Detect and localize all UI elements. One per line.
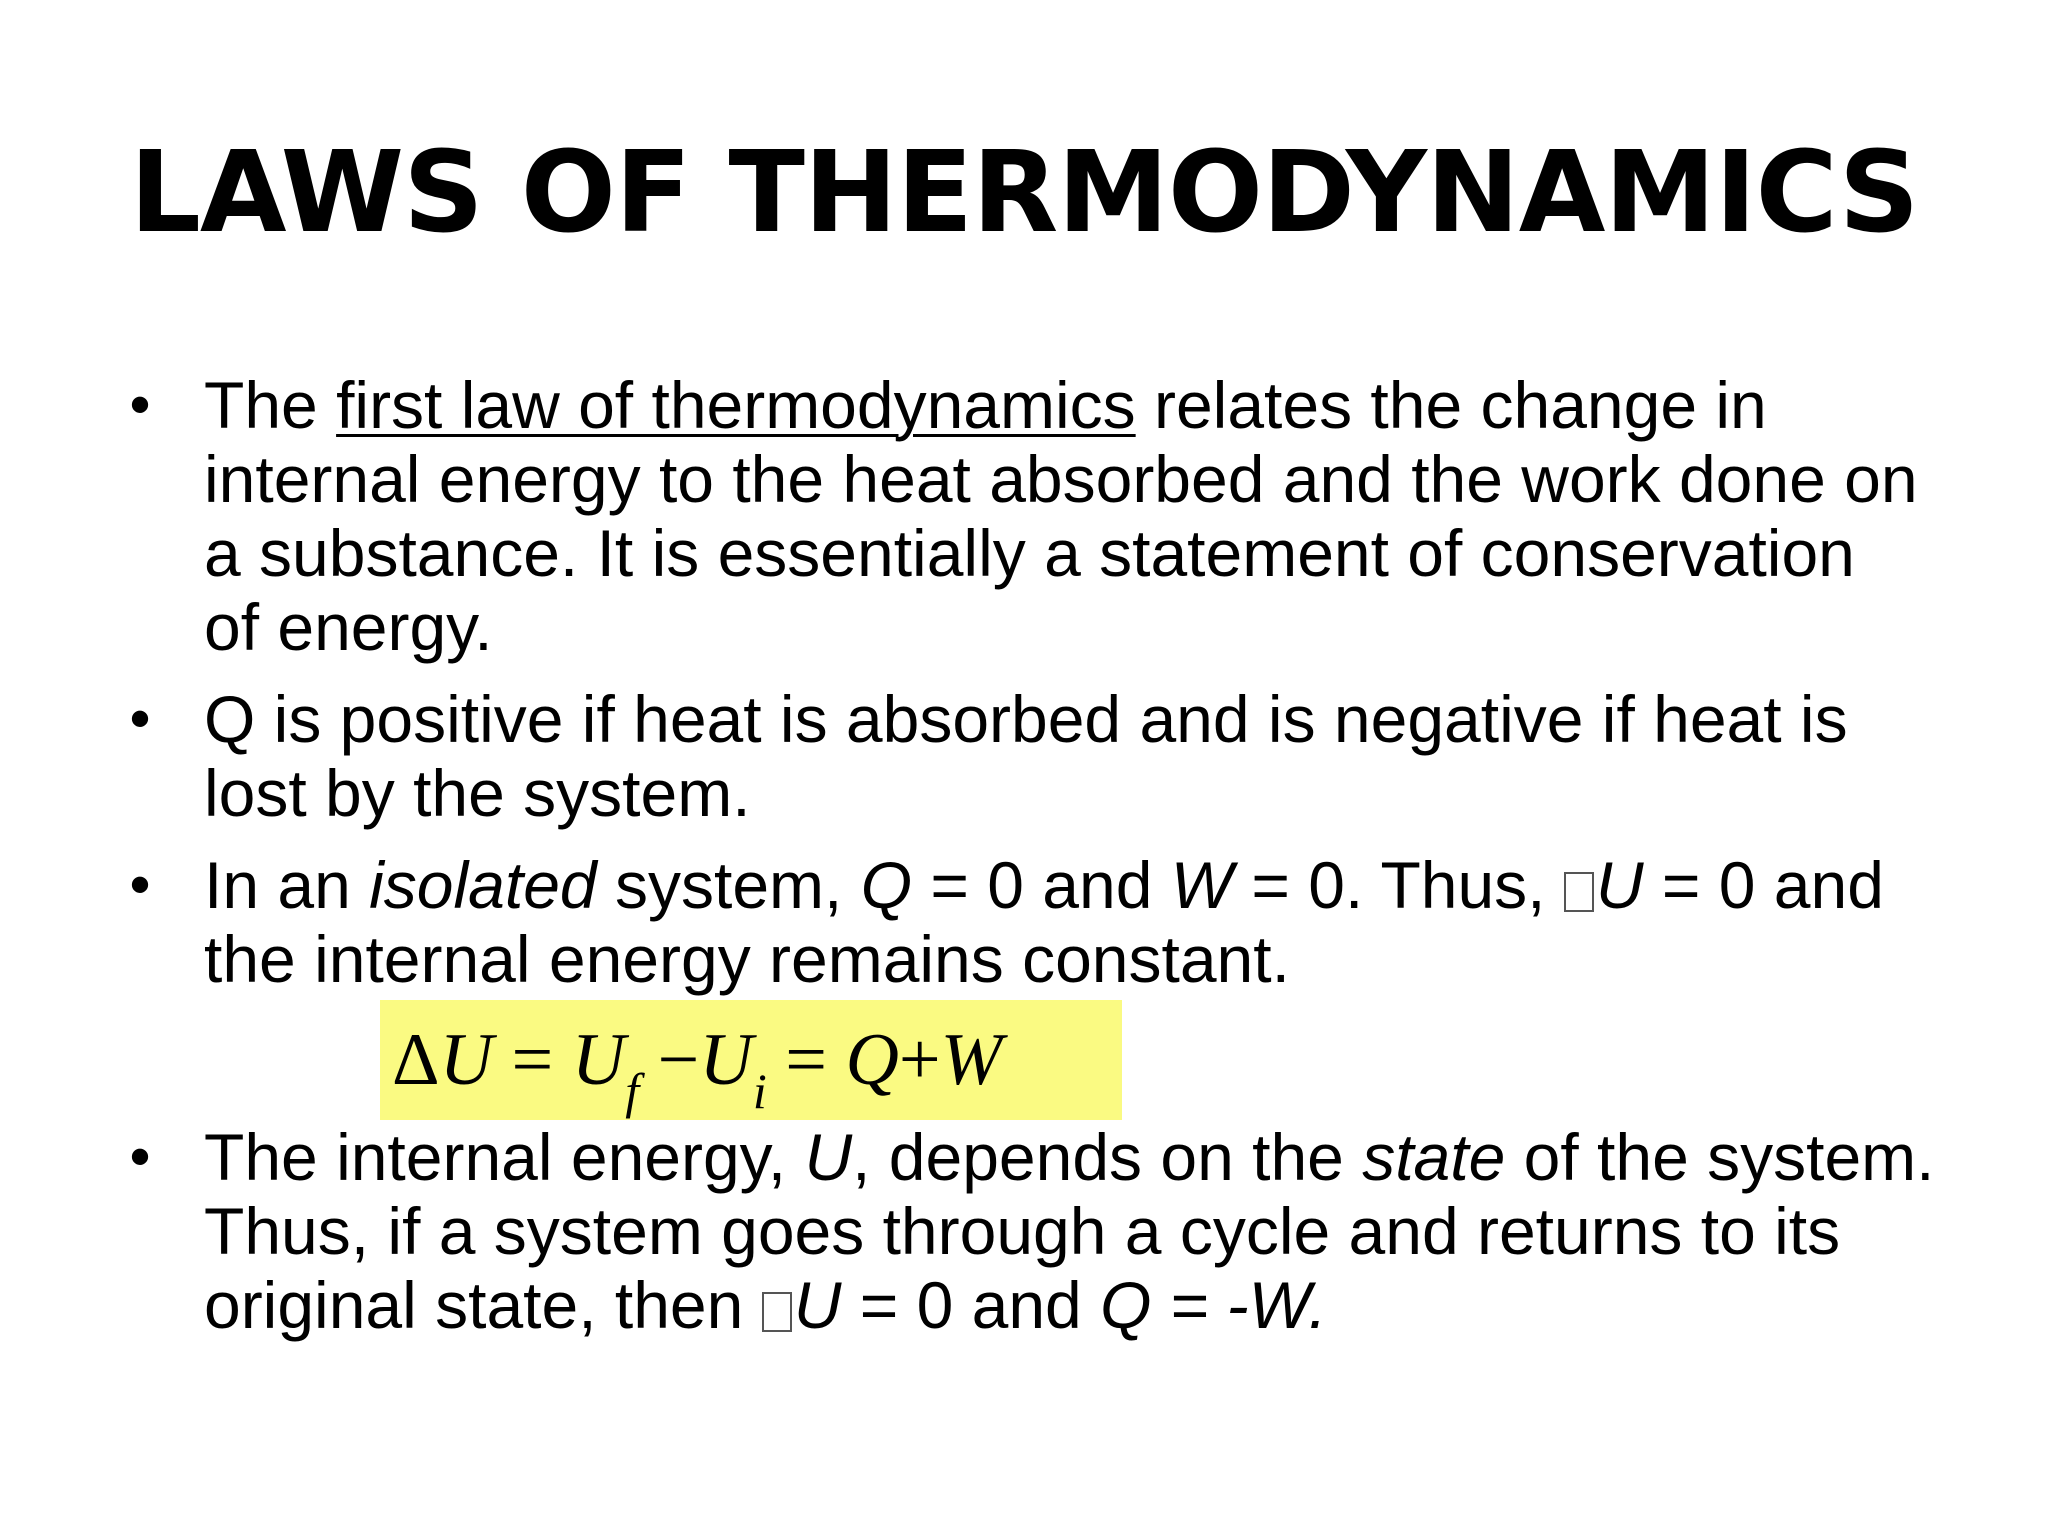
bullet-q-sign [120, 682, 1920, 830]
bullet-text: = 0. Thus, [1233, 848, 1564, 922]
first-law-equation [380, 1000, 1122, 1120]
eq-u: U [439, 1019, 494, 1101]
bullet-list [120, 368, 1920, 1014]
eq-u-initial: U [699, 1019, 753, 1101]
bullet-text: system, [596, 848, 861, 922]
bullet-dot-icon: • [129, 371, 151, 438]
eq-u-final: U [571, 1019, 626, 1101]
eq-minus: − [639, 1019, 700, 1101]
eq-subscript-f: f [625, 1063, 640, 1119]
q-equals-minus-w: Q = -W. [1100, 1268, 1327, 1342]
bullet-dot-icon: • [129, 1123, 151, 1190]
bullet-internal-energy-state [120, 1120, 2004, 1342]
u-symbol: U [804, 1120, 853, 1194]
bullet-text: relates the change in internal energy to the heat absorbed and the work done on a substance. It is essentially a statement of conservation of energy. [204, 368, 1918, 664]
q-symbol: Q [860, 848, 913, 922]
missing-glyph-box-icon [1564, 872, 1594, 912]
delta-symbol: Δ [392, 1019, 440, 1101]
slide-title: LAWS OF THERMODYNAMICS [129, 128, 1919, 258]
bullet-text: = 0 and [912, 848, 1171, 922]
first-law-link[interactable]: first law of thermodynamics [336, 368, 1136, 442]
bullet-text: = 0 and the internal energy remains constant. [204, 848, 1884, 996]
bullet-first-law [120, 368, 1920, 664]
eq-equals: = [493, 1019, 554, 1101]
bullet-text: The [204, 368, 337, 442]
bullet-text: of the system. Thus, if a system goes through a cycle and returns to its original state, then [204, 1120, 1935, 1342]
eq-plus: + [898, 1019, 941, 1101]
bullet-text: In an [204, 848, 370, 922]
u-symbol: U [793, 1268, 842, 1342]
missing-glyph-box-icon [762, 1292, 792, 1332]
isolated-term: isolated [369, 848, 597, 922]
bullet-text: = 0 and [841, 1268, 1101, 1342]
state-term: state [1362, 1120, 1506, 1194]
bullet-isolated-system [120, 848, 1920, 996]
bullet-dot-icon: • [129, 851, 151, 918]
u-symbol: U [1595, 848, 1644, 922]
eq-equals: = [766, 1019, 827, 1101]
w-symbol: W [1170, 848, 1234, 922]
bullet-dot-icon: • [129, 685, 151, 752]
bullet-text: The internal energy, [204, 1120, 805, 1194]
bullet-text: , depends on the [852, 1120, 1363, 1194]
eq-w: W [940, 1019, 1003, 1101]
eq-q: Q [845, 1019, 899, 1101]
eq-subscript-i: i [752, 1063, 767, 1119]
bullet-text: Q is positive if heat is absorbed and is negative if heat is lost by the system. [204, 682, 1848, 830]
